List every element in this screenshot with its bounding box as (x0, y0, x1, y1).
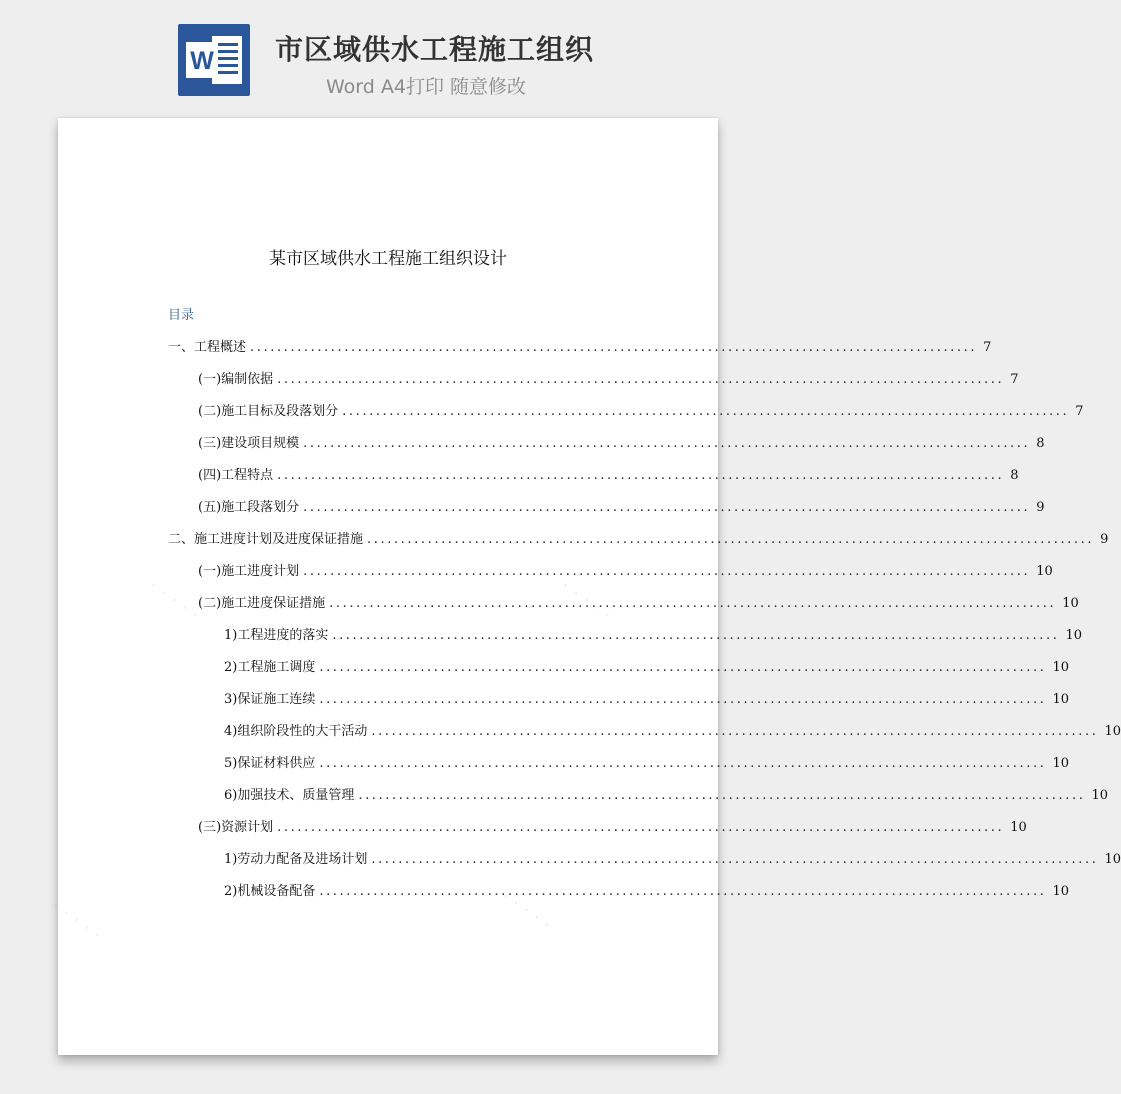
toc-entry-page: 7 (1075, 404, 1084, 419)
toc-entry-label: (一)施工进度计划 (198, 564, 300, 579)
toc-entry[interactable] (224, 720, 1121, 740)
toc-leader: ............................................................................................................ (319, 660, 1047, 675)
toc-leader: ............................................................................................................ (250, 340, 978, 355)
toc-entry[interactable] (168, 336, 992, 356)
toc-entry-page: 10 (1010, 820, 1027, 835)
toc-entry[interactable] (198, 368, 1019, 388)
toc-entry-label: 一、工程概述 (168, 340, 247, 355)
toc-entry-page: 10 (1036, 564, 1053, 579)
toc-entry-page: 7 (1010, 372, 1019, 387)
toc-leader: ............................................................................................................ (319, 756, 1047, 771)
toc-entry-label: (五)施工段落划分 (198, 500, 300, 515)
document-page (46, 118, 1121, 1055)
toc-leader: ............................................................................................................ (277, 820, 1005, 835)
toc-entry[interactable] (198, 464, 1019, 484)
toc-entry-page: 10 (1052, 884, 1069, 899)
toc-heading: 目录 (168, 308, 195, 323)
watermark: · · · · · (496, 883, 557, 937)
toc-entry[interactable] (224, 848, 1121, 868)
toc-leader: ............................................................................................................ (342, 404, 1070, 419)
toc-leader: ............................................................................................................ (329, 596, 1057, 611)
toc-entry-page: 10 (1052, 692, 1069, 707)
toc-entry-label: 4)组织阶段性的大干活动 (224, 724, 368, 739)
toc-leader: ............................................................................................................ (332, 628, 1060, 643)
toc-entry-page: 9 (1100, 532, 1109, 547)
document-title: 某市区域供水工程施工组织设计 (269, 249, 507, 269)
toc-entry[interactable] (168, 528, 1109, 548)
toc-entry-label: 2)机械设备配备 (224, 884, 316, 899)
toc-leader: ............................................................................................................ (319, 884, 1047, 899)
table-of-contents (58, 118, 1121, 1055)
toc-entry-label: 6)加强技术、质量管理 (224, 788, 355, 803)
toc-leader: ............................................................................................................ (277, 468, 1005, 483)
toc-entry[interactable] (198, 496, 1045, 516)
toc-entry-label: (三)资源计划 (198, 820, 274, 835)
toc-entry[interactable] (224, 880, 1069, 900)
toc-entry-page: 10 (1104, 852, 1121, 867)
toc-leader: ............................................................................................................ (367, 532, 1095, 547)
toc-entry-page: 10 (1104, 724, 1121, 739)
toc-entry-label: 5)保证材料供应 (224, 756, 316, 771)
toc-leader: ............................................................................................................ (358, 788, 1086, 803)
toc-entry-label: 二、施工进度计划及进度保证措施 (168, 532, 364, 547)
svg-text:W: W (190, 47, 214, 75)
toc-entry[interactable] (198, 400, 1084, 420)
toc-entry-page: 10 (1065, 628, 1082, 643)
toc-entry-page: 9 (1036, 500, 1045, 515)
watermark: · · · · · (144, 573, 205, 627)
toc-leader: ............................................................................................................ (277, 372, 1005, 387)
toc-leader: ............................................................................................................ (303, 436, 1031, 451)
toc-entry-page: 7 (983, 340, 992, 355)
toc-entry[interactable] (224, 624, 1082, 644)
toc-entry-label: 1)劳动力配备及进场计划 (224, 852, 368, 867)
toc-entry-label: (二)施工目标及段落划分 (198, 404, 339, 419)
toc-entry[interactable] (224, 752, 1069, 772)
toc-entry-label: (三)建设项目规模 (198, 436, 300, 451)
toc-entry[interactable] (198, 816, 1027, 836)
toc-entry-page: 8 (1010, 468, 1019, 483)
toc-leader: ............................................................................................................ (319, 692, 1047, 707)
header-banner (0, 0, 774, 110)
watermark: · · · · · (556, 573, 617, 627)
toc-entry[interactable] (224, 656, 1069, 676)
toc-entry-label: 1)工程进度的落实 (224, 628, 329, 643)
toc-entry-label: 2)工程施工调度 (224, 660, 316, 675)
toc-entry-page: 8 (1036, 436, 1045, 451)
toc-entry-label: (四)工程特点 (198, 468, 274, 483)
header-subtitle: Word A4打印 随意修改 (326, 76, 527, 98)
toc-entry-page: 10 (1052, 756, 1069, 771)
toc-leader: ............................................................................................................ (303, 500, 1031, 515)
word-document-icon (178, 24, 250, 96)
toc-entry-label: (二)施工进度保证措施 (198, 596, 326, 611)
toc-leader: ............................................................................................................ (303, 564, 1031, 579)
header-title: 市区域供水工程施工组织 (275, 33, 595, 66)
toc-entry[interactable] (198, 560, 1053, 580)
toc-entry[interactable] (224, 688, 1069, 708)
toc-leader: ............................................................................................................ (371, 852, 1099, 867)
toc-entry[interactable] (224, 784, 1108, 804)
toc-entry-page: 10 (1062, 596, 1079, 611)
toc-entry-page: 10 (1052, 660, 1069, 675)
toc-entry[interactable] (198, 592, 1079, 612)
toc-entry[interactable] (198, 432, 1045, 452)
watermark: · · · · · (46, 893, 107, 947)
toc-entry-label: 3)保证施工连续 (224, 692, 316, 707)
toc-entry-page: 10 (1091, 788, 1108, 803)
toc-entry-label: (一)编制依据 (198, 372, 274, 387)
toc-leader: ............................................................................................................ (371, 724, 1099, 739)
